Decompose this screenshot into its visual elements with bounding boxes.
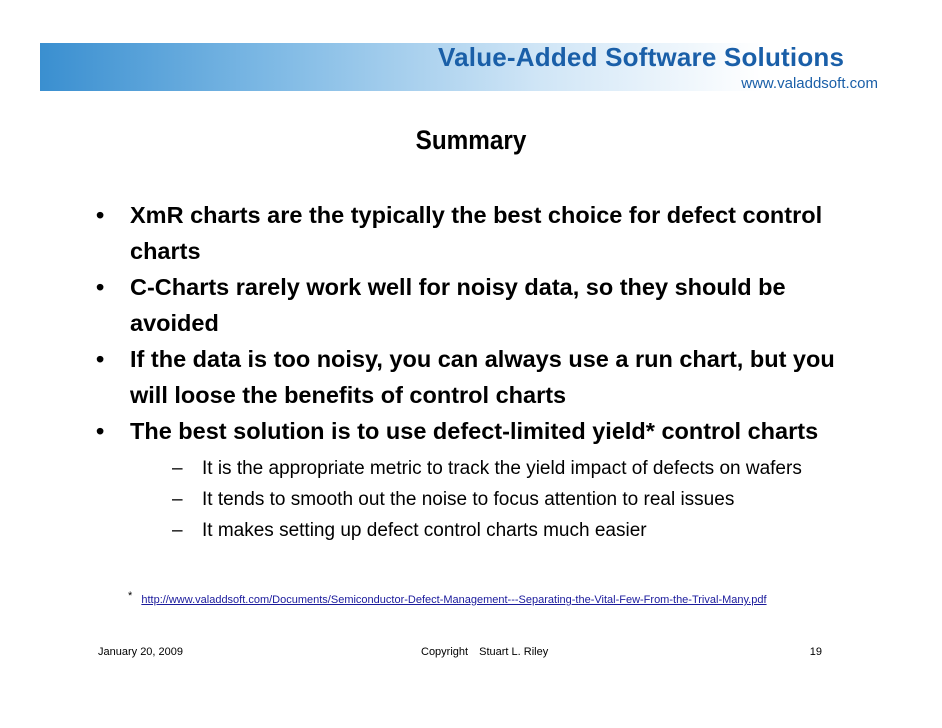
bullet-item — [96, 413, 876, 546]
footnote — [128, 590, 767, 606]
bullet-dot: • — [96, 202, 105, 228]
sub-bullet-text: It tends to smooth out the noise to focus attention to real issues — [202, 489, 735, 510]
copyright-label: Copyright — [421, 646, 469, 658]
brand-url: www.valaddsoft.com — [741, 75, 878, 92]
bullet-text: If the data is too noisy, you can always use a run chart, but you will loose the benefits of control charts — [130, 346, 835, 408]
bullet-list — [96, 197, 876, 546]
sub-bullet-item — [172, 484, 876, 515]
footnote-marker: * — [128, 590, 133, 602]
sub-bullet-item — [172, 453, 876, 484]
copyright-author: Stuart L. Riley — [479, 646, 549, 658]
bullet-text: The best solution is to use defect-limited yield* control charts — [130, 418, 819, 444]
bullet-dot: • — [96, 346, 105, 372]
bullet-dot: • — [96, 418, 105, 444]
bullet-item — [96, 269, 876, 341]
footer-date: January 20, 2009 — [98, 646, 184, 658]
sub-bullet-item — [172, 515, 876, 546]
page-number: 19 — [809, 646, 822, 658]
brand-title: Value-Added Software Solutions — [438, 42, 845, 72]
bullet-text: XmR charts are the typically the best choice for defect control charts — [130, 202, 823, 264]
sub-bullet-list — [130, 453, 876, 546]
sub-bullet-dash: – — [172, 489, 183, 510]
footnote-link[interactable]: http://www.valaddsoft.com/Documents/Semiconductor-Defect-Management---Separating-the-Vital-Few-From-the-Trival-Many.pdf — [141, 594, 767, 606]
sub-bullet-dash: – — [172, 520, 183, 541]
bullet-text: C-Charts rarely work well for noisy data, so they should be avoided — [130, 274, 786, 336]
bullet-item — [96, 197, 876, 269]
sub-bullet-dash: – — [172, 458, 183, 479]
bullet-dot: • — [96, 274, 105, 300]
sub-bullet-text: It is the appropriate metric to track the yield impact of defects on wafers — [202, 458, 802, 479]
sub-bullet-text: It makes setting up defect control charts much easier — [202, 520, 647, 541]
slide-title: Summary — [415, 125, 527, 155]
footer-copyright — [421, 646, 548, 658]
bullet-item — [96, 341, 876, 413]
